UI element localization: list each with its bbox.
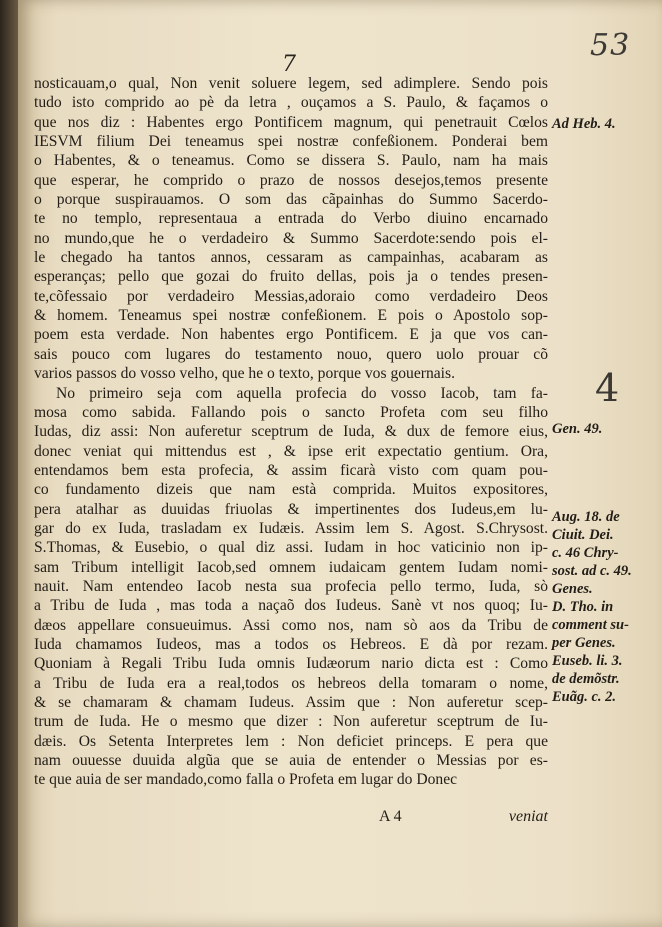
text-line: donec veniat qui mittendus est , & ipse erit expectatio gentium. Ora,	[34, 442, 548, 460]
text-line: mosa como sabida. Fallando pois o sancto Profeta com seu filho	[34, 403, 548, 421]
text-line: Quoniam à Regali Tribu Iuda omnis Iudæorum nario dicta est : Como	[34, 655, 548, 673]
text-line: que nos diz : Habentes ergo Pontificem magnum, qui penetrauit Cœlos	[34, 113, 548, 131]
text-line: te no templo, representaua a entrada do Verbo diuino encarnado	[34, 210, 548, 228]
text-line: dæos appellare consueuimus. Assi como nos, nam sò aos da Tribu de	[34, 616, 548, 634]
text-line: S.Thomas, & Eusebio, o qual diz assi. Iudam in hoc vaticinio non ip-	[34, 539, 548, 557]
margin-reference-line: c. 46 Chry-	[552, 545, 619, 561]
text-line: poem esta verdade. Non habentes ergo Pontificem. E ja que vos can-	[34, 326, 548, 344]
text-line: nosticauam,o qual, Non venit soluere legem, sed adimplere. Sendo pois	[34, 75, 548, 92]
text-line: le chegado ha tantos annos, cessaram as campainhas, acabaram as	[34, 249, 548, 267]
text-line: a Tribu de Iuda , mas toda a naçaõ dos Iudeus. Sanè vt nos quoq; Iu-	[34, 597, 548, 615]
text-line: dæis. Os Setenta Interpretes lem : Non deficiet princeps. E pera que	[34, 732, 548, 750]
catchword: veniat	[508, 808, 548, 825]
margin-note-gen: Gen. 49.	[552, 421, 603, 437]
text-line: & homem. Teneamus spei nostræ confeßionem. E pois o Apostolo sop-	[34, 307, 548, 325]
text-line: que esperar, he comprido o prazo de nossos desejos,temos presente	[34, 171, 548, 189]
margin-reference-line: per Genes.	[552, 635, 616, 651]
margin-reference-line: de demõstr.	[552, 671, 620, 687]
margin-large-number: 4	[595, 366, 620, 410]
signature-mark: A 4	[379, 808, 402, 825]
margin-reference-line: Ciuit. Dei.	[552, 527, 614, 543]
text-line: sam Tribum intelligit Iacob,sed omnem iudaicam gentem Iudam nomi-	[34, 558, 548, 576]
text-line: Iuda chamamos Iudeos, mas a todos os Hebreos. E dà por rezam.	[34, 635, 548, 653]
text-line: varios passos do vosso velho, que he o texto, porque vos gouernais.	[34, 365, 455, 383]
margin-note-ad-heb: Ad Heb. 4.	[552, 116, 616, 132]
margin-reference-line: sost. ad c. 49.	[552, 563, 632, 579]
margin-reference-line: Aug. 18. de	[552, 509, 620, 525]
page-footer	[34, 808, 548, 830]
margin-reference-line: Euãg. c. 2.	[552, 689, 617, 705]
text-line: entendamos bem esta profecia, & assim ficarà visto com quam pou-	[34, 461, 548, 479]
text-line: te,cõfessaio por verdadeiro Messias,adoraio como verdadeiro Deos	[34, 287, 548, 305]
text-line: IESVM filium Dei teneamus spei nostræ confeßionem. Ponderai bem	[34, 133, 548, 151]
text-line: trum de Iuda. He o mesmo que dizer : Non auferetur sceptrum de Iu-	[34, 713, 548, 731]
text-line: a Tribu de Iuda era a real,todos os hebreos della tomaram o nome,	[34, 674, 548, 692]
text-line: No primeiro seja com aquella profecia do vosso Iacob, tam fa-	[56, 384, 548, 402]
text-line: o porque suspirauamos. O som das cãpainhas do Summo Sacerdo-	[34, 191, 548, 209]
margin-note-references	[552, 508, 656, 706]
binding-gutter	[0, 0, 18, 927]
text-line: o Habentes, & o teneamus. Como se dissera S. Paulo, nam ha mais	[34, 152, 548, 170]
margin-reference-line: Genes.	[552, 581, 593, 597]
folio-number: 53	[590, 28, 631, 63]
top-mark: 7	[282, 52, 296, 77]
text-line: pera atalhar as duuidas friuolas & impertinentes dos Iudeus,em lu-	[34, 500, 548, 518]
body-text	[34, 74, 548, 790]
text-line: te que auia de ser mandado,como falla o Profeta em lugar do Donec	[34, 771, 458, 789]
text-line: sais pouco com lugares do testamento nouo, quero uolo prouar cõ	[34, 345, 548, 363]
margin-reference-line: Euseb. li. 3.	[552, 653, 623, 669]
text-line: no mundo,que he o verdadeiro & Summo Sacerdote:sendo pois el-	[34, 229, 548, 247]
text-line: tudo isto comprido ao pè da letra , ouçamos a S. Paulo, & façamos o	[34, 94, 548, 112]
text-line: Iudas, diz assi: Non auferetur sceptrum de Iuda, & dux de femore eius,	[34, 423, 548, 441]
text-line: & se chamaram & chamam Iudeus. Assim que : Non auferetur scep-	[34, 694, 548, 711]
text-line: nauit. Nam entendeo Iacob nesta sua profecia pello termo, Iuda, sò	[34, 577, 548, 595]
text-line: gar do ex Iuda, trasladam ex Iudæis. Assim lem S. Agost. S.Chrysost.	[34, 519, 548, 537]
text-line: esperanças; pello que gozai do fruito dellas, pois ja o tendes presen-	[34, 268, 548, 286]
text-line: co fundamento dizeis que nam està comprida. Muitos expositores,	[34, 481, 548, 499]
text-line: nam ouuesse duuida algũa que se auia de entender o Messias por es-	[34, 752, 548, 770]
margin-reference-line: comment su-	[552, 617, 629, 633]
margin-reference-line: D. Tho. in	[552, 599, 614, 615]
